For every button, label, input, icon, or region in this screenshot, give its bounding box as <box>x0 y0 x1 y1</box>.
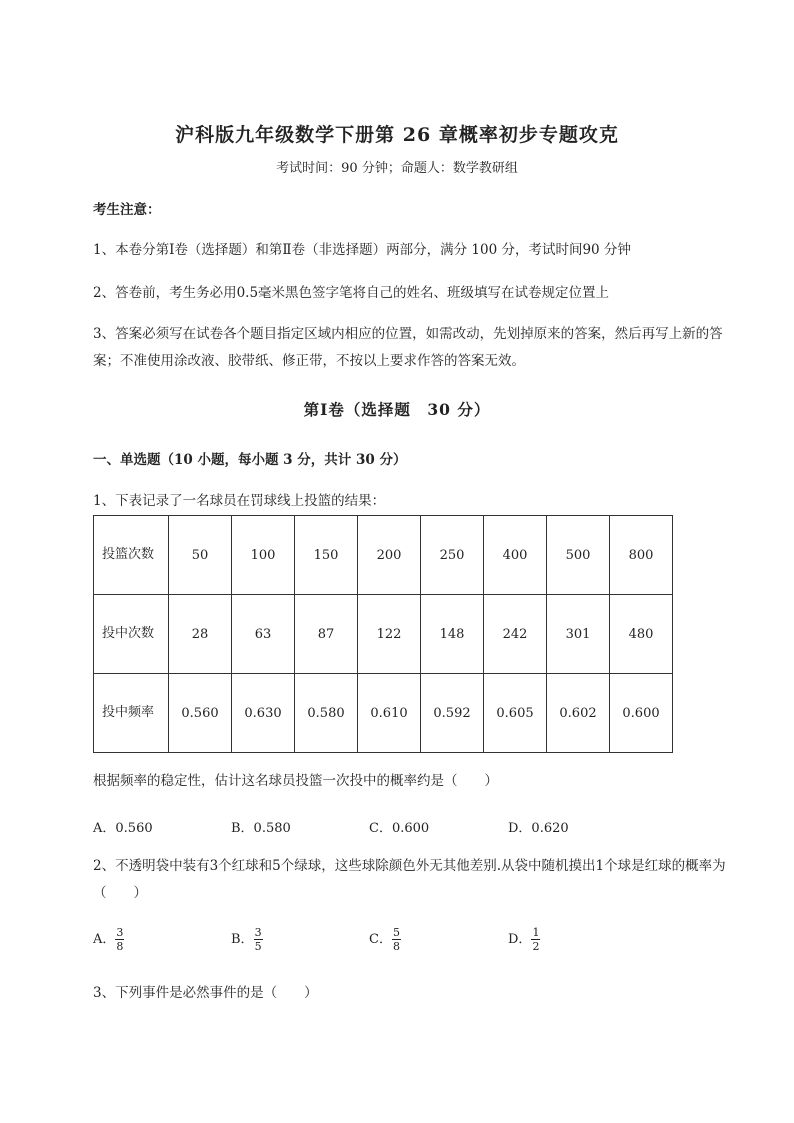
data-table <box>93 515 673 753</box>
option-b[interactable] <box>231 926 263 953</box>
denominator: 5 <box>254 940 262 953</box>
row-label: 投篮次数 <box>94 516 169 595</box>
option-a[interactable] <box>93 926 124 953</box>
table-cell: 800 <box>610 516 673 595</box>
numerator: 5 <box>392 926 400 939</box>
table-cell: 0.592 <box>421 674 484 753</box>
option-d[interactable]: D．0.620 <box>508 821 569 836</box>
table-cell: 122 <box>358 595 421 674</box>
table-cell: 400 <box>484 516 547 595</box>
section-title: 第Ⅰ卷（选择题 30 分） <box>303 400 491 419</box>
denominator: 8 <box>392 940 400 953</box>
page-title: 沪科版九年级数学下册第 26 章概率初步专题攻克 <box>175 124 619 146</box>
table-cell: 87 <box>295 595 358 674</box>
question-1-stem: 1、下表记录了一名球员在罚球线上投篮的结果： <box>93 493 386 509</box>
table-cell: 250 <box>421 516 484 595</box>
table-row <box>94 595 673 674</box>
question-1-text: 根据频率的稳定性，估计这名球员投篮一次投中的概率约是（ ） <box>93 773 498 789</box>
table-cell: 242 <box>484 595 547 674</box>
table-cell: 50 <box>169 516 232 595</box>
option-letter: A． <box>93 932 116 947</box>
table-cell: 0.580 <box>295 674 358 753</box>
table-cell: 0.600 <box>610 674 673 753</box>
numerator: 3 <box>116 926 124 939</box>
option-a[interactable]: A．0.560 <box>93 821 153 836</box>
option-c[interactable] <box>369 926 401 953</box>
question-3-stem: 3、下列事件是必然事件的是（ ） <box>93 985 318 1001</box>
table-cell: 200 <box>358 516 421 595</box>
table-row <box>94 674 673 753</box>
option-letter: D． <box>508 932 532 947</box>
notice-heading: 考生注意： <box>93 202 161 218</box>
option-letter: B． <box>231 932 254 947</box>
table-cell: 150 <box>295 516 358 595</box>
option-d[interactable] <box>508 926 540 953</box>
question-2-stem: 2、不透明袋中装有3个红球和5个绿球，这些球除颜色外无其他差别.从袋中随机摸出1个球是红球的概率为（ ） <box>93 858 726 901</box>
numerator: 1 <box>532 926 540 939</box>
option-c[interactable]: C．0.600 <box>369 821 430 836</box>
fraction <box>392 926 401 953</box>
table-cell: 0.605 <box>484 674 547 753</box>
exam-info: 考试时间：90 分钟；命题人：数学教研组 <box>276 161 518 176</box>
option-letter: C． <box>369 932 392 947</box>
notice-item: 3、答案必须写在试卷各个题目指定区域内相应的位置，如需改动，先划掉原来的答案，然后再写上新的答案；不准使用涂改液、胶带纸、修正带，不按以上要求作答的答案无效。 <box>93 326 723 369</box>
table-row <box>94 516 673 595</box>
table-cell: 0.610 <box>358 674 421 753</box>
denominator: 2 <box>532 940 540 953</box>
table-cell: 0.560 <box>169 674 232 753</box>
row-label: 投中频率 <box>94 674 169 753</box>
fraction <box>115 926 124 953</box>
table-cell: 63 <box>232 595 295 674</box>
table-cell: 28 <box>169 595 232 674</box>
denominator: 8 <box>116 940 124 953</box>
fraction <box>254 926 263 953</box>
table-cell: 148 <box>421 595 484 674</box>
table-cell: 500 <box>547 516 610 595</box>
notice-item: 2、答卷前，考生务必用0.5毫米黑色签字笔将自己的姓名、班级填写在试卷规定位置上 <box>93 285 610 301</box>
table-cell: 480 <box>610 595 673 674</box>
part-title: 一、单选题（10 小题，每小题 3 分，共计 30 分） <box>93 452 407 468</box>
notice-item: 1、本卷分第Ⅰ卷（选择题）和第Ⅱ卷（非选择题）两部分，满分 100 分，考试时间90 分钟 <box>93 242 631 258</box>
table-cell: 0.630 <box>232 674 295 753</box>
table-cell: 301 <box>547 595 610 674</box>
fraction <box>531 926 540 953</box>
table-cell: 0.602 <box>547 674 610 753</box>
numerator: 3 <box>254 926 262 939</box>
table-cell: 100 <box>232 516 295 595</box>
option-b[interactable]: B．0.580 <box>231 821 291 836</box>
row-label: 投中次数 <box>94 595 169 674</box>
